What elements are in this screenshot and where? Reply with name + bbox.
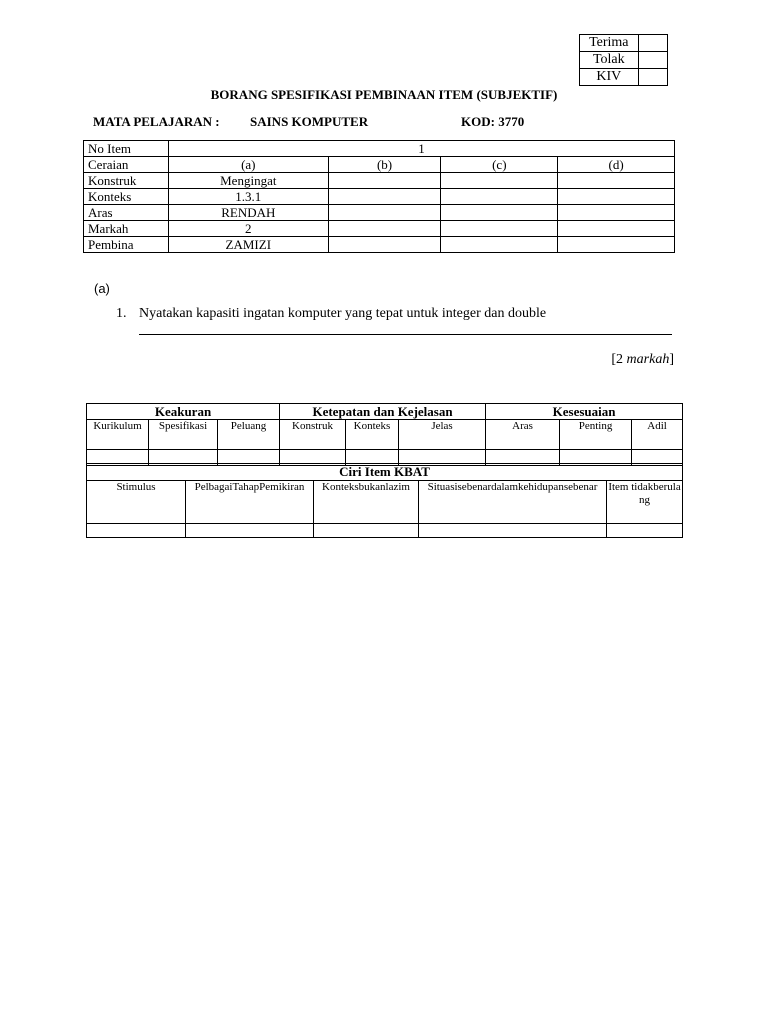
evaluation-group-row (87, 404, 683, 420)
spec-row-label: Markah (84, 221, 169, 237)
spec-row-aras (84, 205, 675, 221)
spec-cell: (a) (168, 157, 328, 173)
subject-label: MATA PELAJARAN : (93, 114, 220, 129)
subject-value: SAINS KOMPUTER (250, 114, 369, 129)
spec-cell: (b) (328, 157, 441, 173)
spec-row-konstruk (84, 173, 675, 189)
kbat-title-row (87, 464, 683, 481)
form-title: BORANG SPESIFIKASI PEMBINAAN ITEM (SUBJEKTIF) (210, 87, 558, 102)
kbat-input-row (87, 524, 683, 538)
spec-row-konteks (84, 189, 675, 205)
kbat-input-cell[interactable] (607, 524, 683, 538)
kbat-input-cell[interactable] (186, 524, 314, 538)
spec-row-label: No Item (84, 141, 169, 157)
kbat-criterion: PelbagaiTahapPemikiran (186, 481, 314, 524)
spec-cell: ZAMIZI (168, 237, 328, 253)
question-text: Nyatakan kapasiti ingatan komputer yang tepat untuk integer dan double (139, 306, 547, 321)
status-row-kiv (580, 69, 668, 86)
spec-row-label: Aras (84, 205, 169, 221)
spec-row-pembina (84, 237, 675, 253)
kbat-title: Ciri Item KBAT (87, 464, 683, 481)
status-row-terima (580, 35, 668, 52)
spec-cell: (d) (558, 157, 675, 173)
spec-cell (441, 205, 558, 221)
spec-cell (441, 221, 558, 237)
eval-group-kesesuaian: Kesesuaian (486, 404, 683, 420)
status-box (579, 34, 668, 86)
eval-criterion: Aras (486, 420, 560, 450)
eval-criterion: Spesifikasi (149, 420, 218, 450)
spec-row-label: Konteks (84, 189, 169, 205)
spec-cell (328, 173, 441, 189)
kbat-criterion: Stimulus (87, 481, 186, 524)
status-row-tolak (580, 52, 668, 69)
eval-group-ketepatan: Ketepatan dan Kejelasan (280, 404, 486, 420)
status-checkbox-tolak[interactable] (638, 52, 667, 69)
eval-criterion: Peluang (218, 420, 280, 450)
question-part-label: (a) (94, 281, 110, 296)
eval-group-keakuran: Keakuran (87, 404, 280, 420)
eval-criterion: Konteks (346, 420, 399, 450)
answer-line[interactable] (139, 334, 672, 335)
eval-criterion: Konstruk (280, 420, 346, 450)
spec-cell: 1.3.1 (168, 189, 328, 205)
eval-criterion: Adil (632, 420, 683, 450)
spec-cell (558, 173, 675, 189)
spec-row-no-item (84, 141, 675, 157)
question-number: 1. (116, 306, 127, 321)
kbat-input-cell[interactable] (314, 524, 419, 538)
status-checkbox-kiv[interactable] (638, 69, 667, 86)
spec-item-number: 1 (168, 141, 674, 157)
status-label-terima: Terima (580, 35, 639, 52)
spec-row-label: Konstruk (84, 173, 169, 189)
spec-cell: RENDAH (168, 205, 328, 221)
kbat-input-cell[interactable] (87, 524, 186, 538)
status-label-kiv: KIV (580, 69, 639, 86)
kbat-input-cell[interactable] (419, 524, 607, 538)
spec-row-label: Ceraian (84, 157, 169, 173)
status-label-tolak: Tolak (580, 52, 639, 69)
status-checkbox-terima[interactable] (638, 35, 667, 52)
spec-cell: 2 (168, 221, 328, 237)
eval-criterion: Penting (560, 420, 632, 450)
spec-cell (441, 237, 558, 253)
spec-cell (328, 205, 441, 221)
evaluation-table (86, 403, 683, 466)
kbat-criterion: Item tidakberulang (607, 481, 683, 524)
spec-cell (558, 189, 675, 205)
spec-cell (558, 221, 675, 237)
spec-row-ceraian (84, 157, 675, 173)
subject-code: KOD: 3770 (461, 114, 525, 129)
spec-row-label: Pembina (84, 237, 169, 253)
kbat-criteria-row (87, 481, 683, 524)
spec-cell (558, 205, 675, 221)
eval-criterion: Kurikulum (87, 420, 149, 450)
marks-open: [2 (611, 352, 627, 367)
marks-close: ] (669, 352, 674, 367)
item-spec-table (83, 140, 675, 253)
spec-cell (328, 221, 441, 237)
spec-cell (441, 173, 558, 189)
spec-cell (558, 237, 675, 253)
eval-criterion: Jelas (399, 420, 486, 450)
spec-cell (441, 189, 558, 205)
kbat-criterion: Konteksbukanlazim (314, 481, 419, 524)
marks-word: markah (626, 352, 670, 367)
spec-cell (328, 237, 441, 253)
marks-note (611, 352, 674, 368)
spec-row-markah (84, 221, 675, 237)
spec-cell: Mengingat (168, 173, 328, 189)
spec-cell: (c) (441, 157, 558, 173)
kbat-criterion: Situasisebenardalamkehidupansebenar (419, 481, 607, 524)
spec-cell (328, 189, 441, 205)
evaluation-criteria-row (87, 420, 683, 450)
kbat-table (86, 463, 683, 538)
